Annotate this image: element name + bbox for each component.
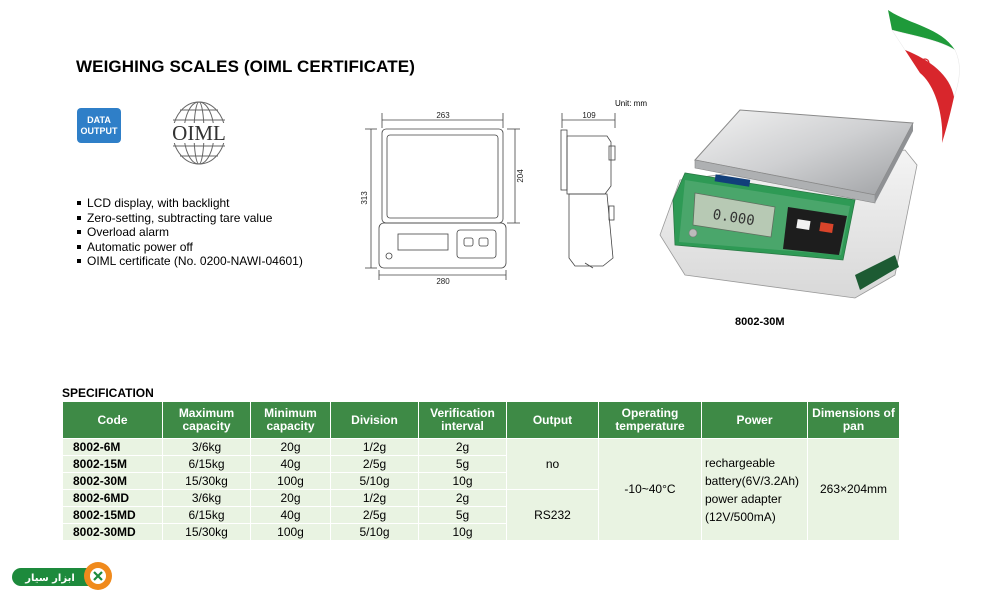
cell-dimensions: 263×204mm — [808, 439, 900, 541]
col-header-output: Output — [507, 402, 599, 439]
cell-verification: 10g — [419, 524, 507, 541]
power-line: battery(6V/3.2Ah) — [705, 473, 800, 488]
scale-display-digits: 0.000 — [711, 206, 756, 230]
col-header-power: Power — [702, 402, 808, 439]
cell-max-capacity: 6/15kg — [163, 507, 251, 524]
cell-code: 8002-30M — [63, 473, 163, 490]
product-caption: 8002-30M — [735, 316, 785, 328]
cell-division: 2/5g — [331, 507, 419, 524]
cell-min-capacity: 20g — [251, 490, 331, 507]
cell-max-capacity: 3/6kg — [163, 439, 251, 456]
power-line: (12V/500mA) — [705, 509, 776, 524]
cell-code: 8002-30MD — [63, 524, 163, 541]
col-header-min-capacity: Minimum capacity — [251, 402, 331, 439]
cell-division: 5/10g — [331, 524, 419, 541]
feature-item: Automatic power off — [76, 240, 303, 255]
power-line: rechargeable — [705, 455, 776, 470]
unit-label: Unit: mm — [615, 99, 647, 108]
cell-verification: 5g — [419, 456, 507, 473]
cell-code: 8002-15M — [63, 456, 163, 473]
badge-line-2: OUTPUT — [80, 125, 118, 136]
footer-logo-text: ابزار سیار — [25, 573, 75, 584]
feature-item: OIML certificate (No. 0200-NAWI-04601) — [76, 254, 303, 269]
side-view-drawing — [555, 108, 625, 278]
col-header-code: Code — [63, 402, 163, 439]
oiml-logo — [160, 100, 238, 166]
feature-item: Zero-setting, subtracting tare value — [76, 211, 303, 226]
cell-division: 2/5g — [331, 456, 419, 473]
dim-top-width: 263 — [436, 111, 450, 120]
cell-max-capacity: 15/30kg — [163, 473, 251, 490]
dim-pan-depth: 204 — [516, 169, 525, 183]
cell-max-capacity: 15/30kg — [163, 524, 251, 541]
cell-verification: 2g — [419, 439, 507, 456]
dim-height: 313 — [360, 191, 369, 205]
cell-min-capacity: 100g — [251, 473, 331, 490]
col-header-operating-temp: Operating temperature — [599, 402, 702, 439]
cell-output-rs232: RS232 — [507, 490, 599, 541]
cell-output-no: no — [507, 439, 599, 490]
cell-verification: 10g — [419, 473, 507, 490]
abzar-sayyar-logo — [10, 556, 115, 596]
feature-item: LCD display, with backlight — [76, 196, 303, 211]
badge-line-1: DATA — [87, 114, 111, 125]
cell-code: 8002-6MD — [63, 490, 163, 507]
dim-bottom-width: 280 — [436, 277, 450, 286]
cell-verification: 5g — [419, 507, 507, 524]
cell-max-capacity: 6/15kg — [163, 456, 251, 473]
specification-table — [62, 401, 900, 541]
data-output-badge — [77, 108, 121, 143]
cell-min-capacity: 20g — [251, 439, 331, 456]
cell-code: 8002-6M — [63, 439, 163, 456]
flag-ribbon-icon — [870, 5, 970, 145]
power-line: power adapter — [705, 491, 782, 506]
dim-side-depth: 109 — [582, 111, 596, 120]
oiml-logo-text: OIML — [172, 121, 226, 145]
page-title: WEIGHING SCALES (OIML CERTIFICATE) — [76, 57, 415, 76]
feature-list — [76, 196, 303, 269]
front-view-drawing — [355, 108, 525, 288]
cell-min-capacity: 40g — [251, 456, 331, 473]
col-header-division: Division — [331, 402, 419, 439]
table-header-row — [63, 402, 900, 439]
cell-power — [702, 439, 808, 541]
cell-min-capacity: 100g — [251, 524, 331, 541]
cell-division: 1/2g — [331, 439, 419, 456]
cell-min-capacity: 40g — [251, 507, 331, 524]
specification-title: SPECIFICATION — [62, 386, 154, 400]
cell-code: 8002-15MD — [63, 507, 163, 524]
cell-verification: 2g — [419, 490, 507, 507]
col-header-max-capacity: Maximum capacity — [163, 402, 251, 439]
cell-operating-temp: -10~40°C — [599, 439, 702, 541]
col-header-dimensions: Dimensions of pan — [808, 402, 900, 439]
cell-division: 5/10g — [331, 473, 419, 490]
cell-max-capacity: 3/6kg — [163, 490, 251, 507]
table-row — [63, 439, 900, 456]
cell-division: 1/2g — [331, 490, 419, 507]
feature-item: Overload alarm — [76, 225, 303, 240]
col-header-verification: Verification interval — [419, 402, 507, 439]
